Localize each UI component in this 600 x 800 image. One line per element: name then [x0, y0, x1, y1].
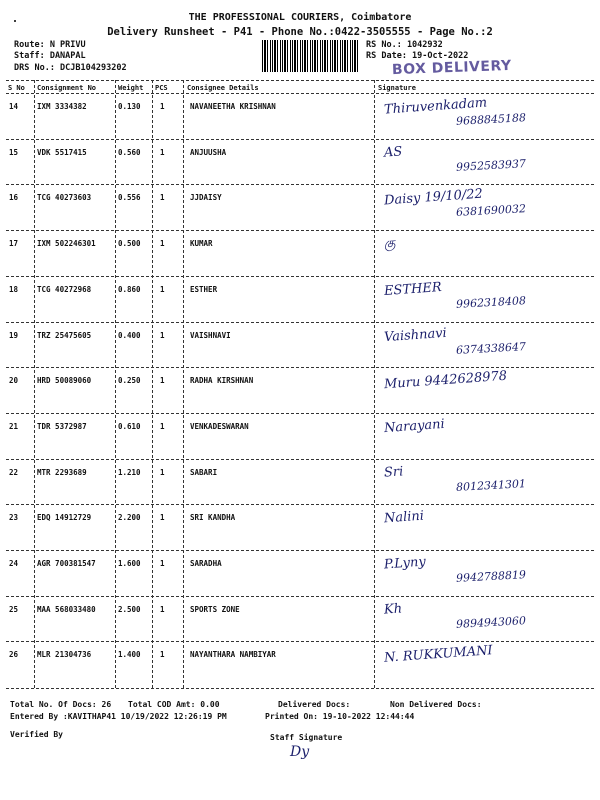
row-divider: [6, 413, 594, 414]
row-divider: [6, 504, 594, 505]
row-divider: [6, 139, 594, 140]
row-pcs: 1: [160, 239, 165, 249]
row-weight: 0.400: [118, 330, 141, 340]
col-pcs: PCS: [155, 84, 168, 92]
row-consignee: VENKADESWARAN: [190, 421, 249, 431]
row-divider: [6, 596, 594, 597]
row-weight: 2.200: [118, 513, 141, 523]
row-sno: 19: [9, 330, 19, 340]
row-signature-phone: 6381690032: [455, 202, 527, 220]
row-signature: Vaishnavi: [383, 325, 448, 345]
row-consignee: JJDAISY: [190, 193, 222, 203]
staff-signature-label: Staff Signature: [270, 733, 343, 742]
row-consignment: AGR 700381547: [37, 559, 96, 568]
row-consignment: MAA 568033480: [37, 604, 96, 614]
row-sno: 21: [9, 421, 19, 431]
rs-date: RS Date: 19-Oct-2022: [366, 51, 469, 61]
row-sno: 17: [9, 239, 19, 249]
row-pcs: 1: [160, 559, 165, 568]
row-consignment: TRZ 25475605: [37, 330, 92, 340]
row-consignee: SPORTS ZONE: [190, 604, 240, 614]
row-weight: 1.400: [118, 650, 141, 660]
row-signature: P.Lyny: [383, 554, 427, 573]
route-label: Route: N PRIVU: [14, 40, 86, 50]
row-divider: [6, 184, 594, 185]
row-signature: Muru 9442628978: [383, 368, 508, 393]
col-weight: Weight: [118, 84, 144, 92]
row-signature: AS: [383, 144, 403, 161]
total-cod: Total COD Amt: 0.00: [128, 700, 220, 709]
rs-number: RS No.: 1042932: [366, 40, 443, 50]
row-weight: 0.556: [118, 193, 141, 203]
row-consignment: VDK 5517415: [37, 147, 87, 157]
row-sno: 16: [9, 193, 19, 203]
row-consignment: IXM 3334382: [37, 102, 87, 111]
row-consignment: MLR 21304736: [37, 650, 92, 660]
row-pcs: 1: [160, 284, 165, 294]
row-signature-phone: 9894943060: [455, 613, 527, 631]
row-pcs: 1: [160, 604, 165, 614]
row-pcs: 1: [160, 193, 165, 203]
verified-by: Verified By: [10, 730, 63, 739]
row-sno: 18: [9, 284, 19, 294]
row-consignment: TDR 5372987: [37, 421, 87, 431]
row-weight: 1.210: [118, 467, 141, 477]
row-divider: [6, 459, 594, 460]
row-consignee: SARADHA: [190, 559, 222, 568]
row-divider: [6, 550, 594, 551]
col-consignment: Consignment No: [37, 84, 97, 92]
total-docs: Total No. Of Docs: 26: [10, 700, 112, 709]
box-delivery-stamp: BOX DELIVERY: [391, 57, 512, 79]
row-pcs: 1: [160, 147, 165, 157]
col-sno: S No: [8, 84, 25, 92]
staff-label: Staff: DANAPAL: [14, 51, 86, 61]
row-pcs: 1: [160, 467, 165, 477]
runsheet-title: Delivery Runsheet - P41 - Phone No.:0422-3505555 - Page No.:2: [107, 26, 493, 38]
row-consignee: SRI KANDHA: [190, 513, 236, 523]
row-signature: Narayani: [383, 416, 446, 436]
row-sno: 26: [9, 650, 19, 660]
row-pcs: 1: [160, 330, 165, 340]
row-consignment: IXM 502246301: [37, 239, 96, 249]
barcode: [262, 40, 358, 72]
row-signature-phone: 6374338647: [455, 339, 527, 357]
row-weight: 0.250: [118, 376, 141, 386]
row-consignment: HRD 50089060: [37, 376, 92, 386]
row-consignee: RADHA KIRSHNAN: [190, 376, 254, 386]
row-signature: Sri: [383, 463, 404, 481]
row-sno: 23: [9, 513, 19, 523]
row-consignee: ESTHER: [190, 284, 218, 294]
col-signature: Signature: [378, 84, 416, 92]
row-consignee: NAYANTHARA NAMBIYAR: [190, 650, 276, 660]
row-weight: 0.500: [118, 239, 141, 249]
row-sno: 20: [9, 376, 19, 386]
row-signature: Nalini: [383, 508, 425, 527]
row-weight: 0.560: [118, 147, 141, 157]
row-signature-phone: 9688845188: [455, 111, 527, 128]
row-consignment: TCG 40273603: [37, 193, 92, 203]
staff-signature-scrawl: Dy: [290, 744, 310, 760]
row-signature: Thiruvenkadam: [383, 95, 488, 118]
row-signature: N. RUKKUMANI: [383, 643, 494, 667]
row-sno: 14: [9, 102, 19, 111]
non-delivered-docs: Non Delivered Docs:: [390, 700, 482, 709]
row-signature: Kh: [383, 601, 403, 618]
row-weight: 0.610: [118, 421, 141, 431]
printed-on: Printed On: 19-10-2022 12:44:44: [265, 712, 415, 721]
row-consignee: NAVANEETHA KRISHNAN: [190, 102, 276, 111]
row-pcs: 1: [160, 376, 165, 386]
row-signature-phone: 9952583937: [455, 156, 527, 174]
row-sno: 25: [9, 604, 19, 614]
row-sno: 24: [9, 559, 19, 568]
row-divider: [6, 276, 594, 277]
row-weight: 0.860: [118, 284, 141, 294]
row-pcs: 1: [160, 421, 165, 431]
row-signature-phone: 8012341301: [455, 476, 527, 494]
drs-number: DRS No.: DCJB104293202: [14, 63, 127, 73]
row-pcs: 1: [160, 650, 165, 660]
row-sno: 22: [9, 467, 19, 477]
row-consignment: MTR 2293689: [37, 467, 87, 477]
row-signature-phone: 9962318408: [455, 293, 527, 311]
entered-by: Entered By :KAVITHAP41 10/19/2022 12:26:19 PM: [10, 712, 227, 721]
row-signature: கு: [383, 235, 396, 252]
row-consignee: SABARI: [190, 467, 218, 477]
row-pcs: 1: [160, 102, 165, 111]
row-signature: ESTHER: [383, 279, 443, 299]
row-divider: [6, 641, 594, 642]
row-consignee: KUMAR: [190, 239, 213, 249]
row-consignment: TCG 40272968: [37, 284, 92, 294]
row-weight: 2.500: [118, 604, 141, 614]
row-signature-phone: 9942788819: [455, 568, 527, 585]
delivered-docs: Delivered Docs:: [278, 700, 351, 709]
row-pcs: 1: [160, 513, 165, 523]
row-consignee: ANJUUSHA: [190, 147, 227, 157]
row-signature: Daisy 19/10/22: [383, 186, 484, 209]
row-weight: 1.600: [118, 559, 141, 568]
row-divider: [6, 322, 594, 323]
row-weight: 0.130: [118, 102, 141, 111]
row-divider: [6, 230, 594, 231]
row-consignee: VAISHNAVI: [190, 330, 231, 340]
row-sno: 15: [9, 147, 19, 157]
col-consignee: Consignee Details: [187, 84, 259, 92]
company-name: THE PROFESSIONAL COURIERS, Coimbatore: [188, 12, 412, 23]
row-consignment: EDQ 14912729: [37, 513, 92, 523]
